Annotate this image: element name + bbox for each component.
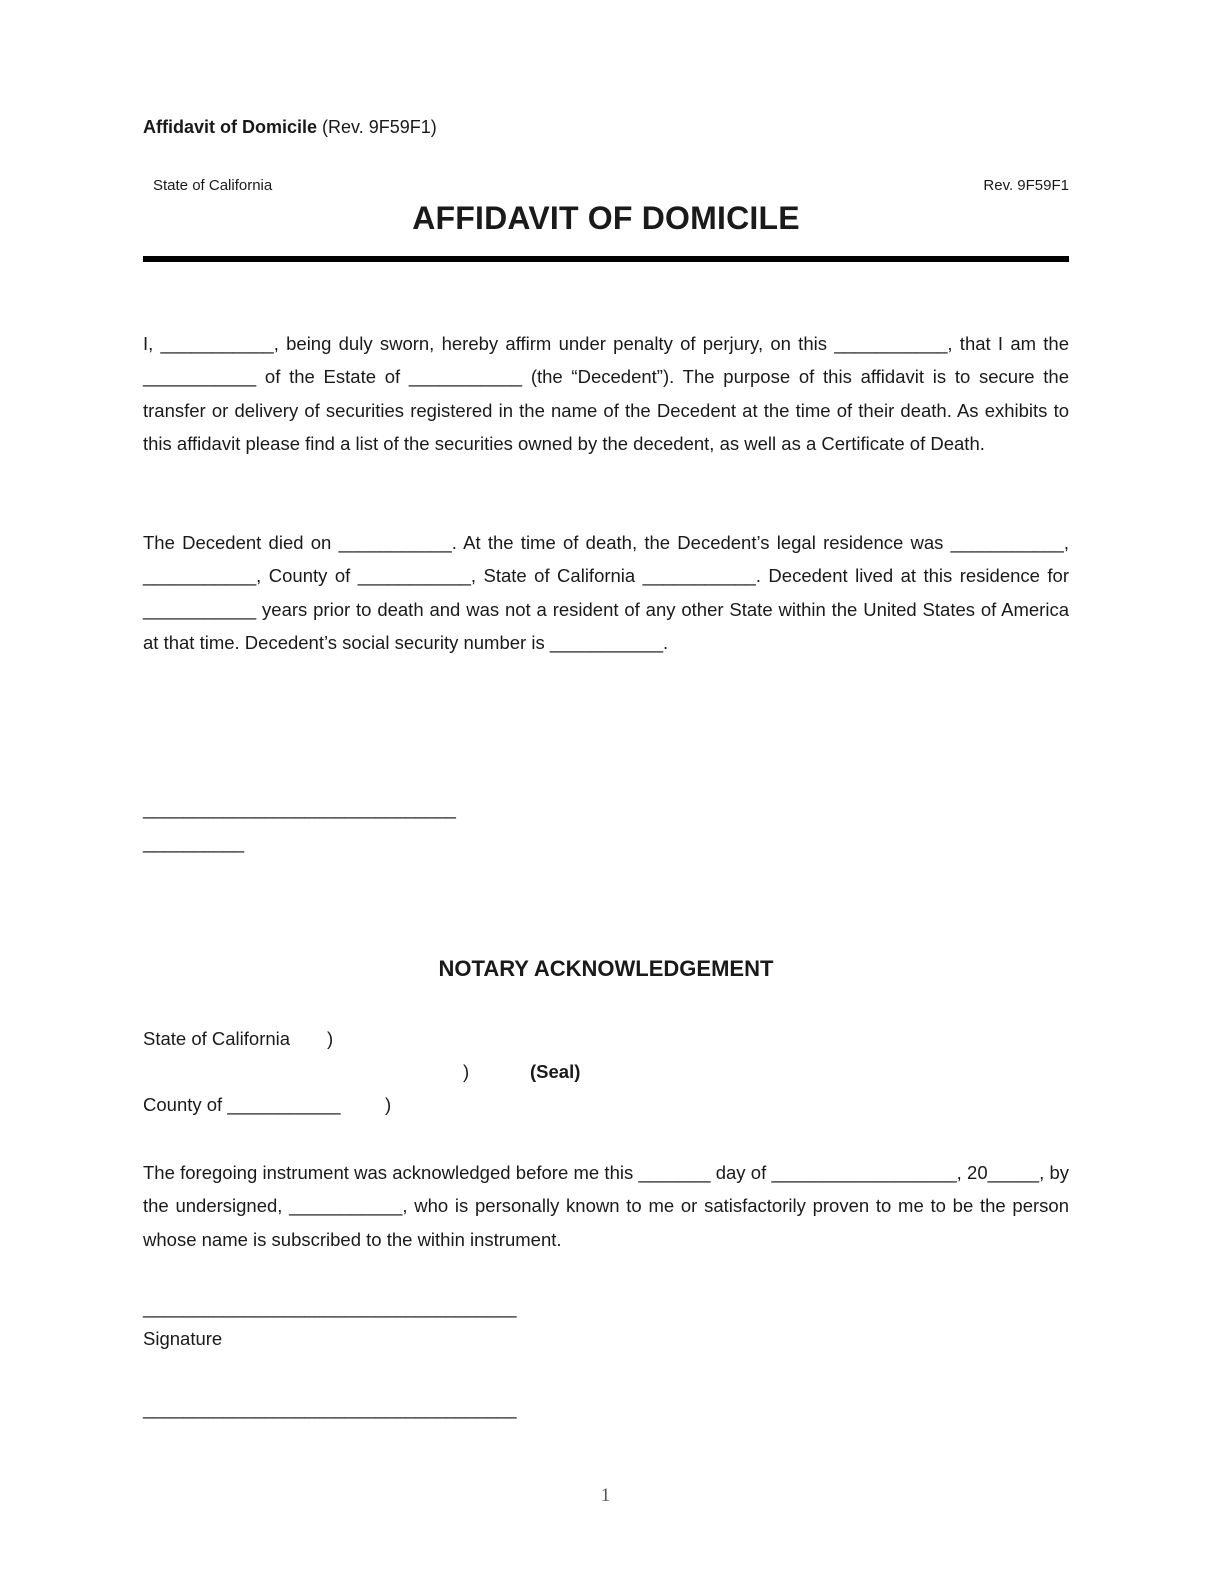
acknowledgement-paragraph: The foregoing instrument was acknowledged before me this _______ day of __________________, 20_____, by the undersigned, ___________, who is personally known to me or satisfactorily proven to me to be the person whose name is subscribed to the within instrument. xyxy=(143,1162,1069,1250)
notary-second-line[interactable]: _____________________________________ xyxy=(143,1398,517,1419)
document-revision: (Rev. 9F59F1) xyxy=(322,117,437,137)
seal-label: (Seal) xyxy=(530,1061,581,1082)
notary-signature-line[interactable]: _____________________________________ xyxy=(143,1297,517,1318)
venue-paren-1: ) xyxy=(327,1028,334,1049)
revision-label-top: Rev. 9F59F1 xyxy=(983,177,1069,194)
venue-paren-2: ) xyxy=(463,1061,470,1082)
signature-label: Signature xyxy=(143,1328,223,1349)
affirmation-paragraph: I, ___________, being duly sworn, hereby affirm under penalty of perjury, on this ___________, that I am the ___________ of the Estate of ___________ (the “Decedent”). The purpose of this affidavit is to secure the transfer or delivery of securities registered in the name of the Decedent at the time of their death. As exhibits to this affidavit please find a list of the securities owned by the decedent, as well as a Certificate of Death. xyxy=(143,333,1069,454)
document-header xyxy=(143,117,437,138)
venue-paren-3: ) xyxy=(385,1094,392,1115)
title-divider xyxy=(143,256,1069,262)
page-title: AFFIDAVIT OF DOMICILE xyxy=(412,200,800,236)
page-number: 1 xyxy=(600,1485,611,1506)
state-label-top: State of California xyxy=(153,177,273,194)
document-name: Affidavit of Domicile xyxy=(143,117,318,137)
affiant-signature-line[interactable]: _______________________________ xyxy=(143,798,456,819)
notary-county-field[interactable]: County of ___________ xyxy=(143,1094,341,1115)
notary-state-label: State of California xyxy=(143,1028,291,1049)
residence-paragraph: The Decedent died on ___________. At the time of death, the Decedent’s legal residence was ___________, ___________, County of ___________, State of California ___________. Decedent lived at this residence for ___________ years prior to death and was not a resident of any other State within the United States of America at that time. Decedent’s social security number is ___________. xyxy=(143,532,1069,653)
notary-title: NOTARY ACKNOWLEDGEMENT xyxy=(438,956,774,981)
affiant-name-line[interactable]: __________ xyxy=(143,832,244,853)
